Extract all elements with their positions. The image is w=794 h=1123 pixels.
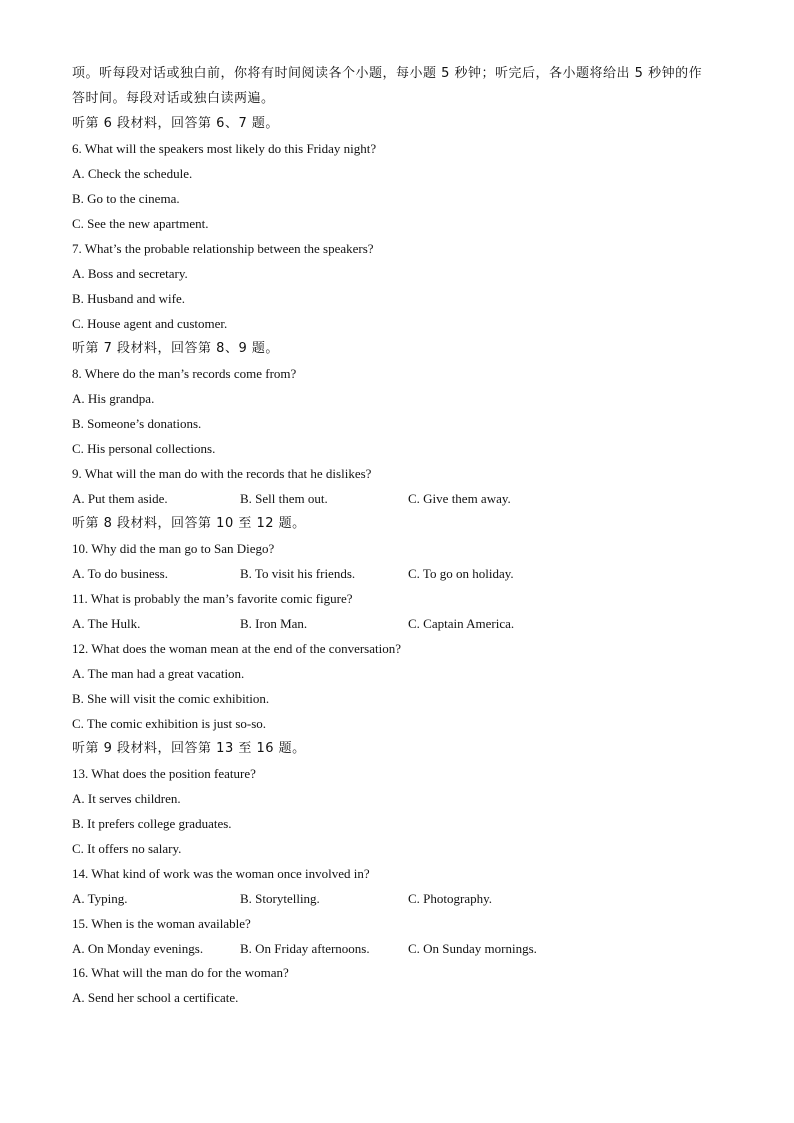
option-11b: B. Iron Man. — [240, 616, 308, 631]
option-15a: A. On Monday evenings. — [72, 941, 204, 956]
option-8a: A. His grandpa. — [72, 391, 155, 406]
option-9b: B. Sell them out. — [240, 491, 328, 506]
option-9a: A. Put them aside. — [72, 491, 168, 506]
question-15: 15. When is the woman available? — [72, 916, 251, 931]
section-heading: 听第 7 段材料，回答第 8、9 题。 — [72, 341, 279, 356]
section-heading: 听第 8 段材料，回答第 10 至 12 题。 — [72, 516, 306, 531]
option-6c: C. See the new apartment. — [72, 216, 209, 231]
option-13c: C. It offers no salary. — [72, 841, 182, 856]
option-14c: C. Photography. — [408, 891, 493, 906]
option-15c: C. On Sunday mornings. — [408, 941, 537, 956]
intro-line-2: 答时间。每段对话或独白读两遍。 — [72, 91, 275, 106]
option-12c: C. The comic exhibition is just so-so. — [72, 716, 267, 731]
option-10c: C. To go on holiday. — [408, 566, 514, 581]
option-8c: C. His personal collections. — [72, 441, 216, 456]
option-6a: A. Check the schedule. — [72, 166, 193, 181]
intro-line-1: 项。听每段对话或独白前，你将有时间阅读各个小题，每小题 5 秒钟；听完后，各小题将给出 5 秒钟的作 — [72, 66, 703, 81]
option-12a: A. The man had a great vacation. — [72, 666, 245, 681]
option-8b: B. Someone’s donations. — [72, 416, 202, 431]
option-11a: A. The Hulk. — [72, 616, 141, 631]
option-7a: A. Boss and secretary. — [72, 266, 188, 281]
option-13a: A. It serves children. — [72, 791, 181, 806]
option-15b: B. On Friday afternoons. — [240, 941, 370, 956]
question-16: 16. What will the man do for the woman? — [72, 965, 289, 980]
option-10a: A. To do business. — [72, 566, 168, 581]
question-6: 6. What will the speakers most likely do this Friday night? — [72, 141, 377, 156]
section-heading: 听第 9 段材料，回答第 13 至 16 题。 — [72, 741, 306, 756]
option-9c: C. Give them away. — [408, 491, 511, 506]
question-13: 13. What does the position feature? — [72, 766, 256, 781]
question-8: 8. Where do the man’s records come from? — [72, 366, 297, 381]
question-9: 9. What will the man do with the records that he dislikes? — [72, 466, 372, 481]
option-14a: A. Typing. — [72, 891, 128, 906]
option-12b: B. She will visit the comic exhibition. — [72, 691, 270, 706]
option-11c: C. Captain America. — [408, 616, 515, 631]
option-6b: B. Go to the cinema. — [72, 191, 180, 206]
option-7c: C. House agent and customer. — [72, 316, 228, 331]
question-11: 11. What is probably the man’s favorite comic figure? — [72, 591, 353, 606]
option-7b: B. Husband and wife. — [72, 291, 186, 306]
question-12: 12. What does the woman mean at the end of the conversation? — [72, 641, 401, 656]
option-13b: B. It prefers college graduates. — [72, 816, 232, 831]
option-10b: B. To visit his friends. — [240, 566, 356, 581]
question-10: 10. Why did the man go to San Diego? — [72, 541, 275, 556]
option-14b: B. Storytelling. — [240, 891, 320, 906]
question-7: 7. What’s the probable relationship between the speakers? — [72, 241, 374, 256]
option-16a: A. Send her school a certificate. — [72, 990, 239, 1005]
question-14: 14. What kind of work was the woman once involved in? — [72, 866, 370, 881]
section-heading: 听第 6 段材料，回答第 6、7 题。 — [72, 116, 279, 131]
